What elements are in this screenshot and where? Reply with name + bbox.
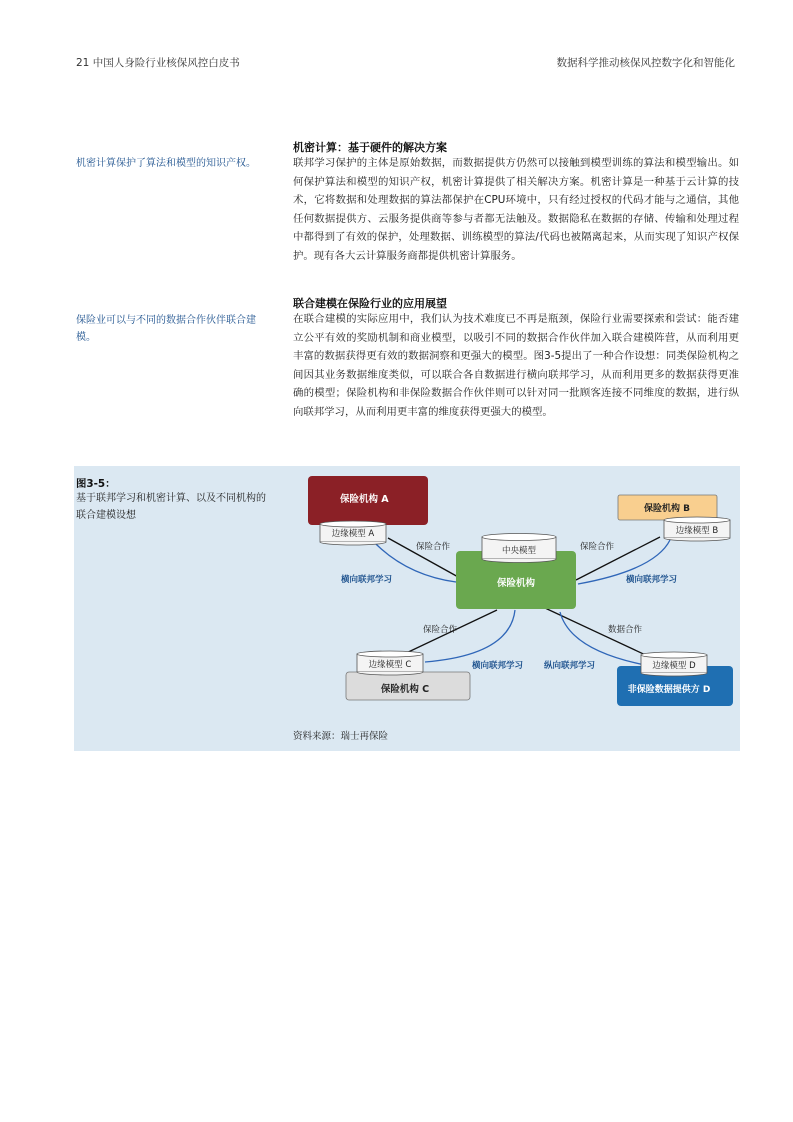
header-right: 数据科学推动核保风控数字化和智能化 xyxy=(556,57,735,69)
link-b-type: 横向联邦学习 xyxy=(626,575,678,585)
node-d-label: 非保险数据提供方 D xyxy=(627,685,711,695)
node-a-model-label: 边缘模型 A xyxy=(331,529,375,539)
node-b-label: 保险机构 B xyxy=(644,504,690,514)
link-d-relation: 数据合作 xyxy=(608,625,643,635)
link-arc-c xyxy=(425,610,515,662)
side-note-joint-modeling: 保险业可以与不同的数据合作伙伴联合建模。 xyxy=(76,315,256,343)
section-body-joint-modeling: 在联合建模的实际应用中，我们认为技术难度已不再是瓶颈，保险行业需要探索和尝试：能否建立公平有效的奖励机制和商业模型，以吸引不同的数据合作伙伴加入联合建模阵营，从而利用更丰富的数据获得更有效的数据洞察和更强大的模型。图3-5提出了一种合作设想：同类保险机构之间因其业务数据维度类似，可以联合各自数据进行横向联邦学习，从而利用更多的数据获得更准确的模型；保险机构和非保险数据合作伙伴则可以针对同一批顾客连接不同维度的数据，进行纵向联邦学习，从而利用更丰富的维度获得更强大的模型。 xyxy=(293,313,739,418)
center-node-label: 保险机构 xyxy=(496,578,536,589)
side-note-confidential: 机密计算保护了算法和模型的知识产权。 xyxy=(76,158,256,169)
node-a-label: 保险机构 A xyxy=(340,494,389,505)
section-title-confidential: 机密计算：基于硬件的解决方案 xyxy=(293,141,447,154)
header-left: 21 中国人身险行业核保风控白皮书 xyxy=(76,57,240,69)
link-c-type: 横向联邦学习 xyxy=(472,661,524,671)
node-c-label: 保险机构 C xyxy=(380,684,430,695)
node-c-model-label: 边缘模型 C xyxy=(368,660,412,670)
figure-caption: 基于联邦学习和机密计算、以及不同机构的联合建模设想 xyxy=(76,493,266,521)
link-a-relation: 保险合作 xyxy=(416,542,451,552)
link-arc-d xyxy=(560,612,645,665)
section-title-joint-modeling: 联合建模在保险行业的应用展望 xyxy=(293,297,447,310)
figure-label: 图3-5： xyxy=(76,478,116,490)
link-b-relation: 保险合作 xyxy=(580,542,615,552)
center-model-label: 中央模型 xyxy=(501,546,537,556)
node-b-model-label: 边缘模型 B xyxy=(675,526,719,536)
node-d-model-label: 边缘模型 D xyxy=(652,661,696,671)
figure-source: 资料来源：瑞士再保险 xyxy=(293,731,389,742)
section-body-confidential: 联邦学习保护的主体是原始数据，而数据提供方仍然可以接触到模型训练的算法和模型输出。如何保护算法和模型的知识产权，机密计算提供了相关解决方案。机密计算是一种基于云计算的技术，它将数据和处理数据的算法都保护在CPU环境中，只有经过授权的代码才能与之通信，其他任何数据提供方、云服务提供商等参与者都无法触及。数据隐私在数据的存储、传输和处理过程中都得到了有效的保护，处理数据、训练模型的算法/代码也被隔离起来，从而实现了知识产权保护。现有各大云计算服务商都提供机密计算服务。 xyxy=(293,157,739,262)
link-a-type: 横向联邦学习 xyxy=(341,575,393,585)
link-d-type: 纵向联邦学习 xyxy=(544,661,596,671)
link-c-relation: 保险合作 xyxy=(423,625,458,635)
